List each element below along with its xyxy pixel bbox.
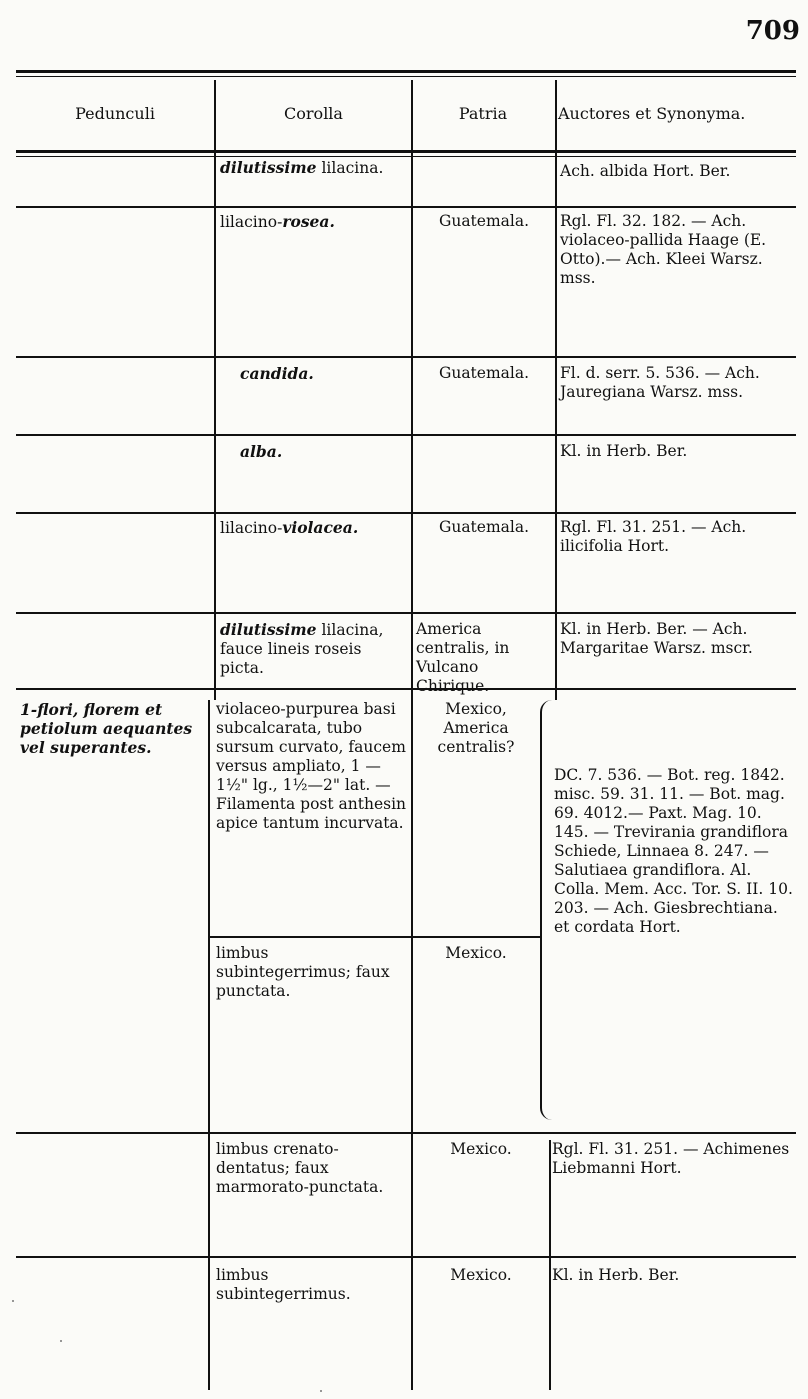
row-rule [16,512,796,514]
cell-corolla: limbus subintegerrimus; faux punctata. [216,944,390,1000]
header-rule-thin [16,156,796,157]
header-auctores: Auctores et Synonyma. [558,104,746,123]
cell-auctores: Rgl. Fl. 32. 182. — Ach. violaceo-pallida Haage (E. Otto).— Ach. Kleei Warsz. mss. [560,212,767,287]
cell-patria: Mexico. [450,1266,512,1284]
top-rule-thin [16,76,796,77]
paper-speck [12,1300,14,1302]
header-rule [16,150,796,153]
cell-patria: Guatemala. [438,364,530,382]
row-rule [16,434,796,436]
col-divider-1b [208,700,210,1390]
paper-speck [320,1390,322,1392]
cell-auctores: Ach. albida Hort. Ber. [560,162,731,180]
cell-auctores: Rgl. Fl. 31. 251. — Achimenes Liebmanni Hort. [552,1140,790,1177]
cell-patria: Mexico. [445,944,507,962]
col-divider-3b [549,1140,551,1390]
row-rule [16,612,796,614]
cell-corolla: candida. [240,364,314,383]
cell-patria: Guatemala. [438,212,530,230]
cell-corolla: lilacino-rosea. [220,212,335,231]
cell-corolla: lilacino-violacea. [220,518,359,537]
cell-auctores: DC. 7. 536. — Bot. reg. 1842. misc. 59. 31. 11. — Bot. mag. 69. 4012.— Paxt. Mag. 10. 145. — Trevirania grandiflora Schiede, Linnaea 8. 247. — Salutiaea grandiflora. Al. Colla. Mem. Acc. Tor. S. II. 10. 203. — Ach. Giesbrechtiana. et cordata Hort. [554,766,793,936]
cell-patria: Guatemala. [438,518,530,536]
row-rule [16,206,796,208]
top-rule [16,70,796,73]
row-rule [16,1132,796,1134]
paper-speck [60,1340,62,1342]
cell-auctores: Fl. d. serr. 5. 536. — Ach. Jauregiana Warsz. mss. [560,364,760,401]
cell-patria: Mexico. [450,1140,512,1158]
row-rule [16,688,796,690]
col-divider-1 [214,80,216,700]
row-rule [16,356,796,358]
cell-patria: America centralis, in Vulcano Chirique. [416,620,510,695]
cell-corolla: dilutissime lilacina, fauce lineis roseis picta. [220,620,384,677]
cell-corolla: alba. [240,442,283,461]
cell-patria: Mexico, America centralis? [437,700,515,756]
col-divider-3 [555,80,557,700]
cell-corolla: limbus subintegerrimus. [216,1266,351,1303]
header-pedunculi: Pedunculi [75,104,155,123]
cell-auctores: Kl. in Herb. Ber. — Ach. Margaritae Warsz. mscr. [560,620,753,657]
cell-corolla: violaceo-purpurea basi subcalcarata, tubo sursum curvato, faucem versus ampliato, 1 — 1½" lg., 1½—2" lat. — Filamenta post anthesin apice tantum incurvata. [216,700,407,832]
row-rule [16,1256,796,1258]
cell-corolla: dilutissime lilacina. [220,158,384,177]
cell-auctores: Kl. in Herb. Ber. [552,1266,680,1284]
cell-auctores: Kl. in Herb. Ber. [560,442,688,460]
row-rule-short [210,936,540,938]
cell-corolla: limbus crenato-dentatus; faux marmorato-punctata. [216,1140,384,1196]
cell-auctores: Rgl. Fl. 31. 251. — Ach. ilicifolia Hort. [560,518,747,555]
header-corolla: Corolla [284,104,343,123]
cell-pedunculi: 1-flori, florem et petiolum aequantes vel superantes. [20,700,193,757]
col-divider-2 [411,80,413,1390]
page-number: 709 [745,16,800,46]
header-patria: Patria [458,104,508,123]
brace [540,700,554,1120]
